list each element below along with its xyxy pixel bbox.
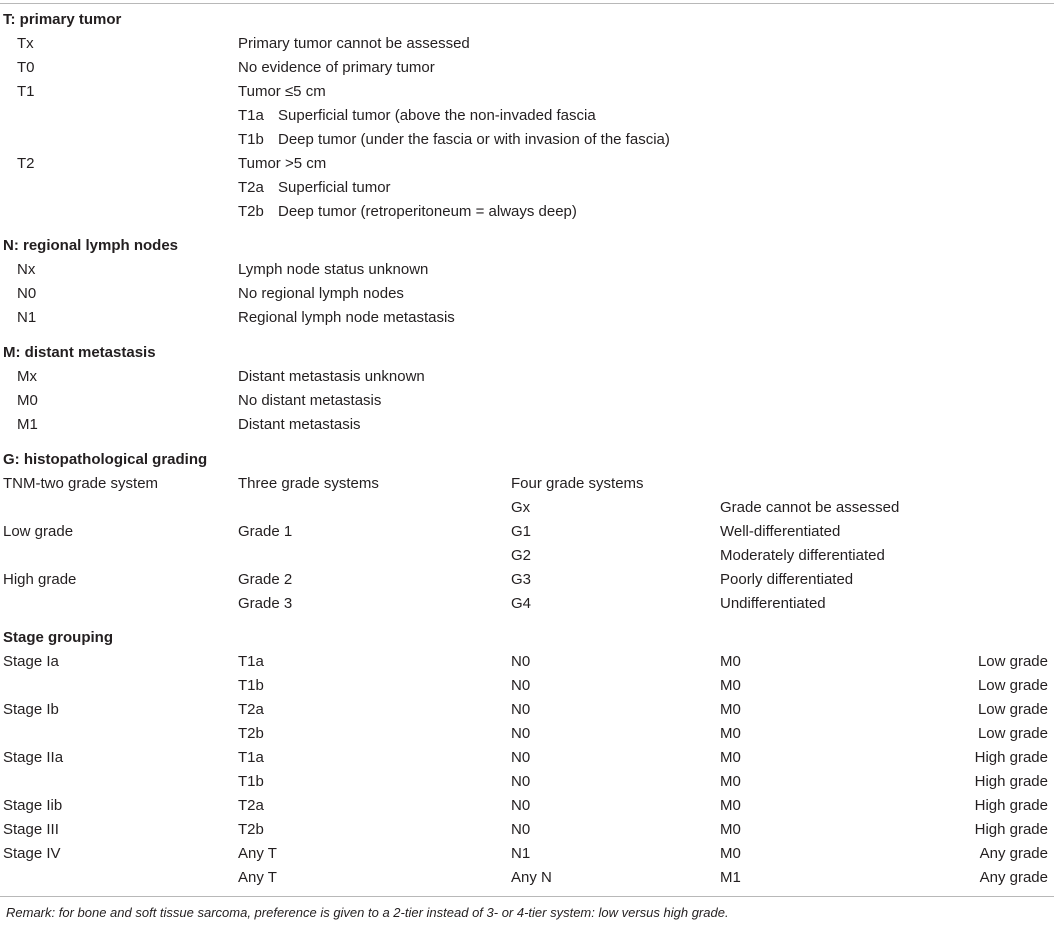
three-grade: Grade 3 bbox=[238, 595, 293, 612]
grade-value: High grade bbox=[974, 749, 1048, 766]
m-value: M0 bbox=[720, 653, 741, 670]
section-header-stage bbox=[0, 626, 1054, 650]
t-value: Any T bbox=[238, 869, 277, 886]
grade-value: Low grade bbox=[977, 677, 1048, 694]
table-row bbox=[0, 128, 1054, 152]
section-header-n bbox=[0, 234, 1054, 258]
description: Regional lymph node metastasis bbox=[238, 309, 455, 326]
table-row bbox=[0, 258, 1054, 282]
table-row bbox=[0, 200, 1054, 224]
t-value: T2a bbox=[238, 701, 264, 718]
four-grade-code: G3 bbox=[511, 571, 532, 588]
two-grade: Low grade bbox=[3, 523, 74, 540]
t-value: T1a bbox=[238, 749, 264, 766]
table-row bbox=[0, 496, 1054, 520]
sub-entry bbox=[238, 128, 670, 152]
description: Tumor >5 cm bbox=[238, 155, 327, 172]
stage: Stage IIa bbox=[3, 749, 64, 766]
table-row bbox=[0, 365, 1054, 389]
description: Lymph node status unknown bbox=[238, 261, 429, 278]
table-row bbox=[0, 746, 1054, 770]
four-grade-desc: Poorly differentiated bbox=[720, 571, 854, 588]
code: M0 bbox=[17, 392, 38, 409]
section-title: N: regional lymph nodes bbox=[3, 237, 179, 254]
stage: Stage Ib bbox=[3, 701, 59, 718]
two-grade: High grade bbox=[3, 571, 77, 588]
stage: Stage IV bbox=[3, 845, 61, 862]
m-value: M0 bbox=[720, 701, 741, 718]
grade-value: Any grade bbox=[979, 869, 1048, 886]
bottom-rule bbox=[0, 896, 1054, 897]
description: No evidence of primary tumor bbox=[238, 59, 435, 76]
column-header-row bbox=[0, 472, 1054, 496]
table-row bbox=[0, 544, 1054, 568]
m-value: M0 bbox=[720, 845, 741, 862]
n-value: N0 bbox=[511, 653, 531, 670]
code: T1 bbox=[17, 83, 35, 100]
four-grade-desc: Well-differentiated bbox=[720, 523, 841, 540]
four-grade-code: G4 bbox=[511, 595, 532, 612]
n-value: N0 bbox=[511, 749, 531, 766]
table-row bbox=[0, 32, 1054, 56]
code: T0 bbox=[17, 59, 35, 76]
description: Tumor ≤5 cm bbox=[238, 83, 326, 100]
table-row bbox=[0, 770, 1054, 794]
n-value: Any N bbox=[511, 869, 552, 886]
code: N1 bbox=[17, 309, 37, 326]
four-grade-desc: Grade cannot be assessed bbox=[720, 499, 900, 516]
sub-code: T1b bbox=[238, 131, 264, 148]
sub-description: Deep tumor (retroperitoneum = always deep) bbox=[278, 203, 577, 220]
grade-value: Low grade bbox=[977, 701, 1048, 718]
t-value: T2b bbox=[238, 821, 264, 838]
m-value: M0 bbox=[720, 749, 741, 766]
grade-value: Any grade bbox=[979, 845, 1048, 862]
code: Tx bbox=[17, 35, 34, 52]
m-value: M1 bbox=[720, 869, 741, 886]
section-title: M: distant metastasis bbox=[3, 344, 156, 361]
table-row bbox=[0, 568, 1054, 592]
t-value: T2b bbox=[238, 725, 264, 742]
m-value: M0 bbox=[720, 725, 741, 742]
sub-code: T1a bbox=[238, 107, 264, 124]
sub-entry bbox=[238, 104, 596, 128]
n-value: N0 bbox=[511, 725, 531, 742]
section-title: T: primary tumor bbox=[3, 11, 122, 28]
table-row bbox=[0, 413, 1054, 437]
four-grade-desc: Moderately differentiated bbox=[720, 547, 885, 564]
grade-value: High grade bbox=[974, 773, 1048, 790]
m-value: M0 bbox=[720, 677, 741, 694]
table-row bbox=[0, 520, 1054, 544]
grade-value: High grade bbox=[974, 821, 1048, 838]
top-rule bbox=[0, 3, 1054, 4]
m-value: M0 bbox=[720, 821, 741, 838]
table-row bbox=[0, 80, 1054, 104]
grade-value: Low grade bbox=[977, 725, 1048, 742]
t-value: T2a bbox=[238, 797, 264, 814]
table-row bbox=[0, 842, 1054, 866]
code: N0 bbox=[17, 285, 37, 302]
section-header-m bbox=[0, 341, 1054, 365]
four-grade-desc: Undifferentiated bbox=[720, 595, 826, 612]
table-row bbox=[0, 650, 1054, 674]
sub-code: T2b bbox=[238, 203, 264, 220]
table-row bbox=[0, 866, 1054, 890]
code: Nx bbox=[17, 261, 36, 278]
section-title: Stage grouping bbox=[3, 629, 113, 646]
code: M1 bbox=[17, 416, 38, 433]
sub-description: Deep tumor (under the fascia or with invasion of the fascia) bbox=[278, 131, 670, 148]
grade-value: Low grade bbox=[977, 653, 1048, 670]
sub-description: Superficial tumor (above the non-invaded fascia bbox=[278, 107, 596, 124]
four-grade-code: G2 bbox=[511, 547, 532, 564]
description: Primary tumor cannot be assessed bbox=[238, 35, 470, 52]
description: Distant metastasis bbox=[238, 416, 361, 433]
t-value: Any T bbox=[238, 845, 277, 862]
three-grade: Grade 2 bbox=[238, 571, 293, 588]
n-value: N0 bbox=[511, 797, 531, 814]
stage: Stage Ia bbox=[3, 653, 59, 670]
t-value: T1b bbox=[238, 773, 264, 790]
table-row bbox=[0, 722, 1054, 746]
stage: Stage III bbox=[3, 821, 59, 838]
four-grade-code: Gx bbox=[511, 499, 531, 516]
four-grade-code: G1 bbox=[511, 523, 532, 540]
sub-description: Superficial tumor bbox=[278, 179, 391, 196]
table-row bbox=[0, 152, 1054, 176]
m-value: M0 bbox=[720, 797, 741, 814]
table-row bbox=[0, 176, 1054, 200]
m-value: M0 bbox=[720, 773, 741, 790]
table-row bbox=[0, 794, 1054, 818]
column-header: TNM-two grade system bbox=[3, 475, 159, 492]
n-value: N1 bbox=[511, 845, 531, 862]
n-value: N0 bbox=[511, 821, 531, 838]
table-row bbox=[0, 674, 1054, 698]
t-value: T1a bbox=[238, 653, 264, 670]
code: Mx bbox=[17, 368, 37, 385]
sub-entry bbox=[238, 176, 391, 200]
table-row bbox=[0, 818, 1054, 842]
table-remark: Remark: for bone and soft tissue sarcoma, preference is given to a 2-tier instead of 3- or 4-tier system: low versus high grade. bbox=[6, 905, 729, 920]
table-row bbox=[0, 698, 1054, 722]
sub-code: T2a bbox=[238, 179, 264, 196]
t-value: T1b bbox=[238, 677, 264, 694]
table-row bbox=[0, 592, 1054, 616]
description: No distant metastasis bbox=[238, 392, 382, 409]
grade-value: High grade bbox=[974, 797, 1048, 814]
table-row bbox=[0, 389, 1054, 413]
description: No regional lymph nodes bbox=[238, 285, 404, 302]
code: T2 bbox=[17, 155, 35, 172]
stage: Stage Iib bbox=[3, 797, 63, 814]
column-header: Four grade systems bbox=[511, 475, 644, 492]
description: Distant metastasis unknown bbox=[238, 368, 425, 385]
section-header-t bbox=[0, 8, 1054, 32]
table-row bbox=[0, 56, 1054, 80]
column-header: Three grade systems bbox=[238, 475, 379, 492]
table-row bbox=[0, 282, 1054, 306]
section-title: G: histopathological grading bbox=[3, 451, 208, 468]
table-row bbox=[0, 104, 1054, 128]
n-value: N0 bbox=[511, 677, 531, 694]
section-header-g bbox=[0, 448, 1054, 472]
n-value: N0 bbox=[511, 701, 531, 718]
n-value: N0 bbox=[511, 773, 531, 790]
table-row bbox=[0, 306, 1054, 330]
three-grade: Grade 1 bbox=[238, 523, 293, 540]
sub-entry bbox=[238, 200, 577, 224]
